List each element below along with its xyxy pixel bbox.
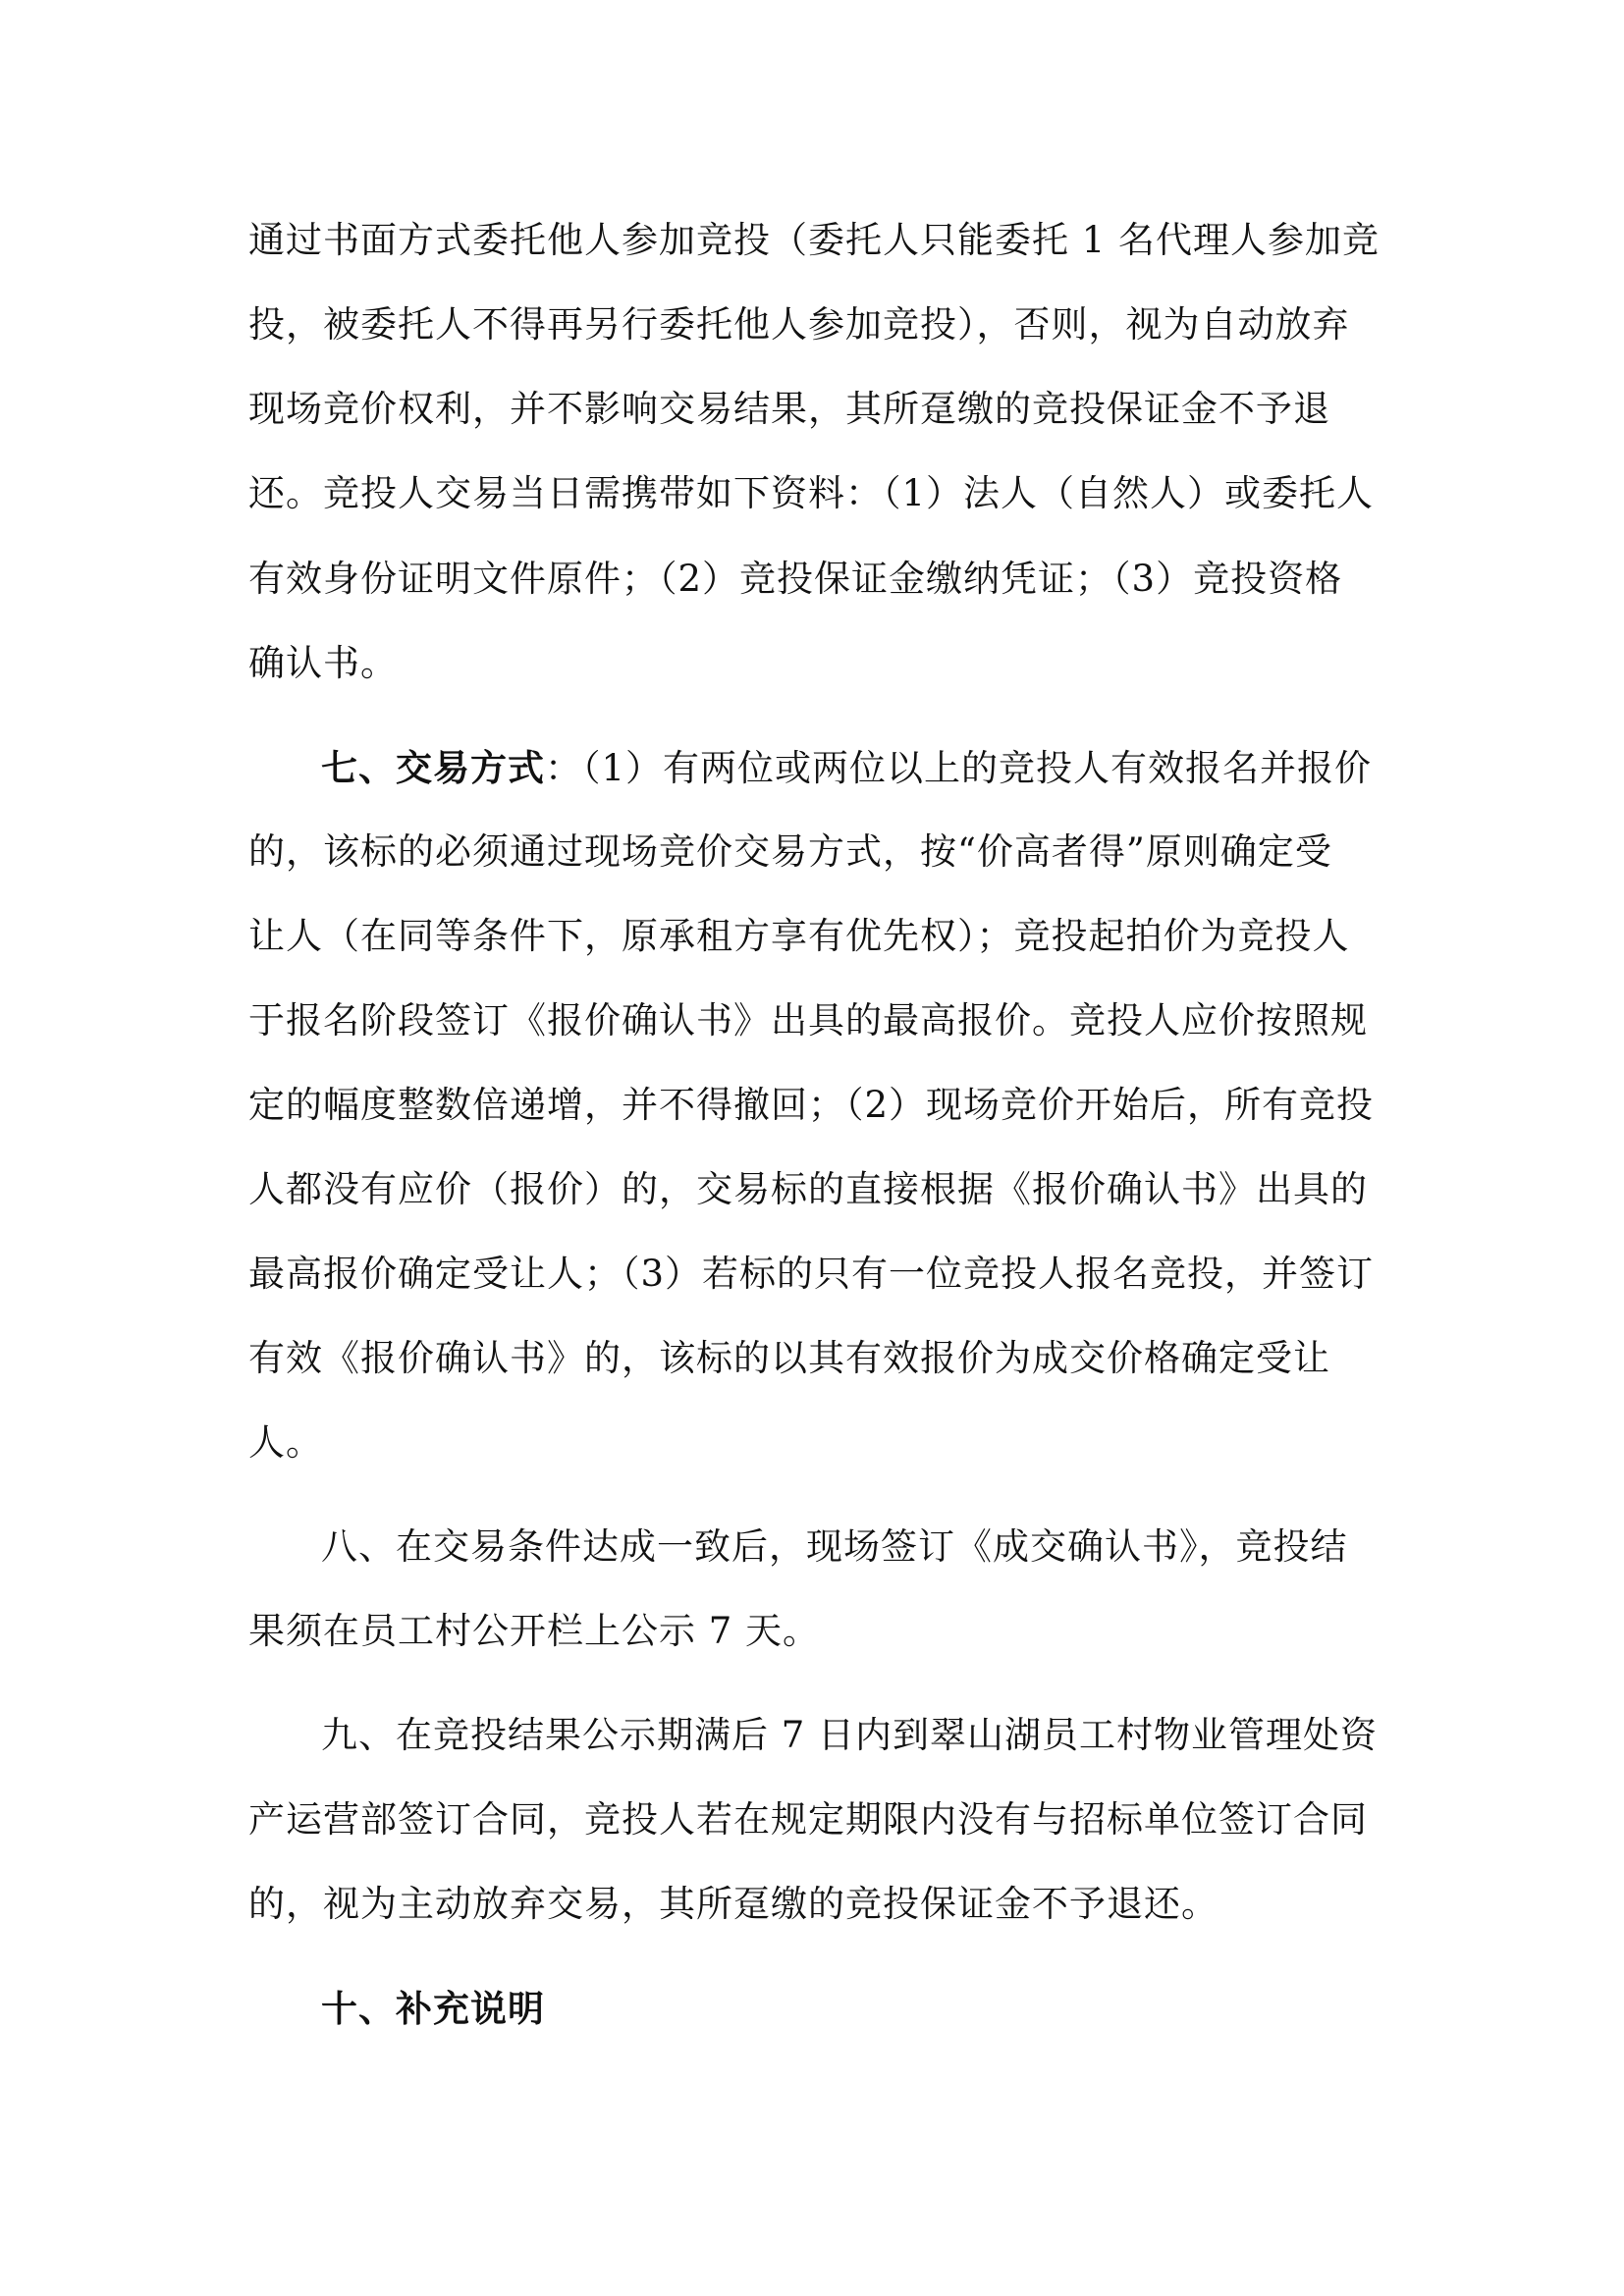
section-8-line-1: 八、在交易条件达成一致后，现场签订《成交确认书》，竞投结 (321, 1525, 1348, 1568)
section-7-line-6: 人都没有应价（报价）的，交易标的直接根据《报价确认书》出具的 (248, 1168, 1368, 1210)
section-7-line-5: 定的幅度整数倍递增，并不得撤回；（2）现场竞价开始后，所有竞投 (248, 1084, 1375, 1126)
section-7-first-line-text: ：（1）有两位或两位以上的竞投人有效报名并报价 (545, 747, 1373, 789)
section-7-line-4: 于报名阶段签订《报价确认书》出具的最高报价。竞投人应价按照规 (248, 999, 1368, 1041)
paragraph-6-line-3: 现场竞价权利，并不影响交易结果，其所趸缴的竞投保证金不予退 (248, 388, 1330, 430)
section-9-line-3: 的，视为主动放弃交易，其所趸缴的竞投保证金不予退还。 (248, 1883, 1218, 1925)
section-7-line-8: 有效《报价确认书》的，该标的以其有效报价为成交价格确定受让 (248, 1337, 1330, 1379)
section-8-line-2: 果须在员工村公开栏上公示 7 天。 (248, 1610, 821, 1652)
section-7-heading: 七、交易方式 (321, 746, 545, 789)
section-9-line-1: 九、在竞投结果公示期满后 7 日内到翠山湖员工村物业管理处资 (321, 1714, 1379, 1756)
section-7-line-9: 人。 (248, 1421, 323, 1464)
section-7-first-line (321, 746, 1372, 790)
paragraph-6-line-5: 有效身份证明文件原件；（2）竞投保证金缴纳凭证；（3）竞投资格 (248, 558, 1343, 600)
section-9-line-2: 产运营部签订合同，竞投人若在规定期限内没有与招标单位签订合同 (248, 1798, 1368, 1841)
paragraph-6-line-2: 投，被委托人不得再另行委托他人参加竞投），否则，视为自动放弃 (248, 303, 1350, 346)
section-7-line-2: 的，该标的必须通过现场竞价交易方式，按“价高者得”原则确定受 (248, 830, 1332, 873)
section-7-line-3: 让人（在同等条件下，原承租方享有优先权）；竞投起拍价为竞投人 (248, 915, 1350, 957)
paragraph-6-line-1: 通过书面方式委托他人参加竞投（委托人只能委托 1 名代理人参加竞 (248, 219, 1380, 261)
section-10-heading: 十、补充说明 (321, 1987, 545, 2030)
section-7-line-7: 最高报价确定受让人；（3）若标的只有一位竞投人报名竞投，并签订 (248, 1253, 1375, 1295)
paragraph-6-line-4: 还。竞投人交易当日需携带如下资料：（1）法人（自然人）或委托人 (248, 472, 1375, 514)
paragraph-6-line-6: 确认书。 (248, 642, 398, 684)
